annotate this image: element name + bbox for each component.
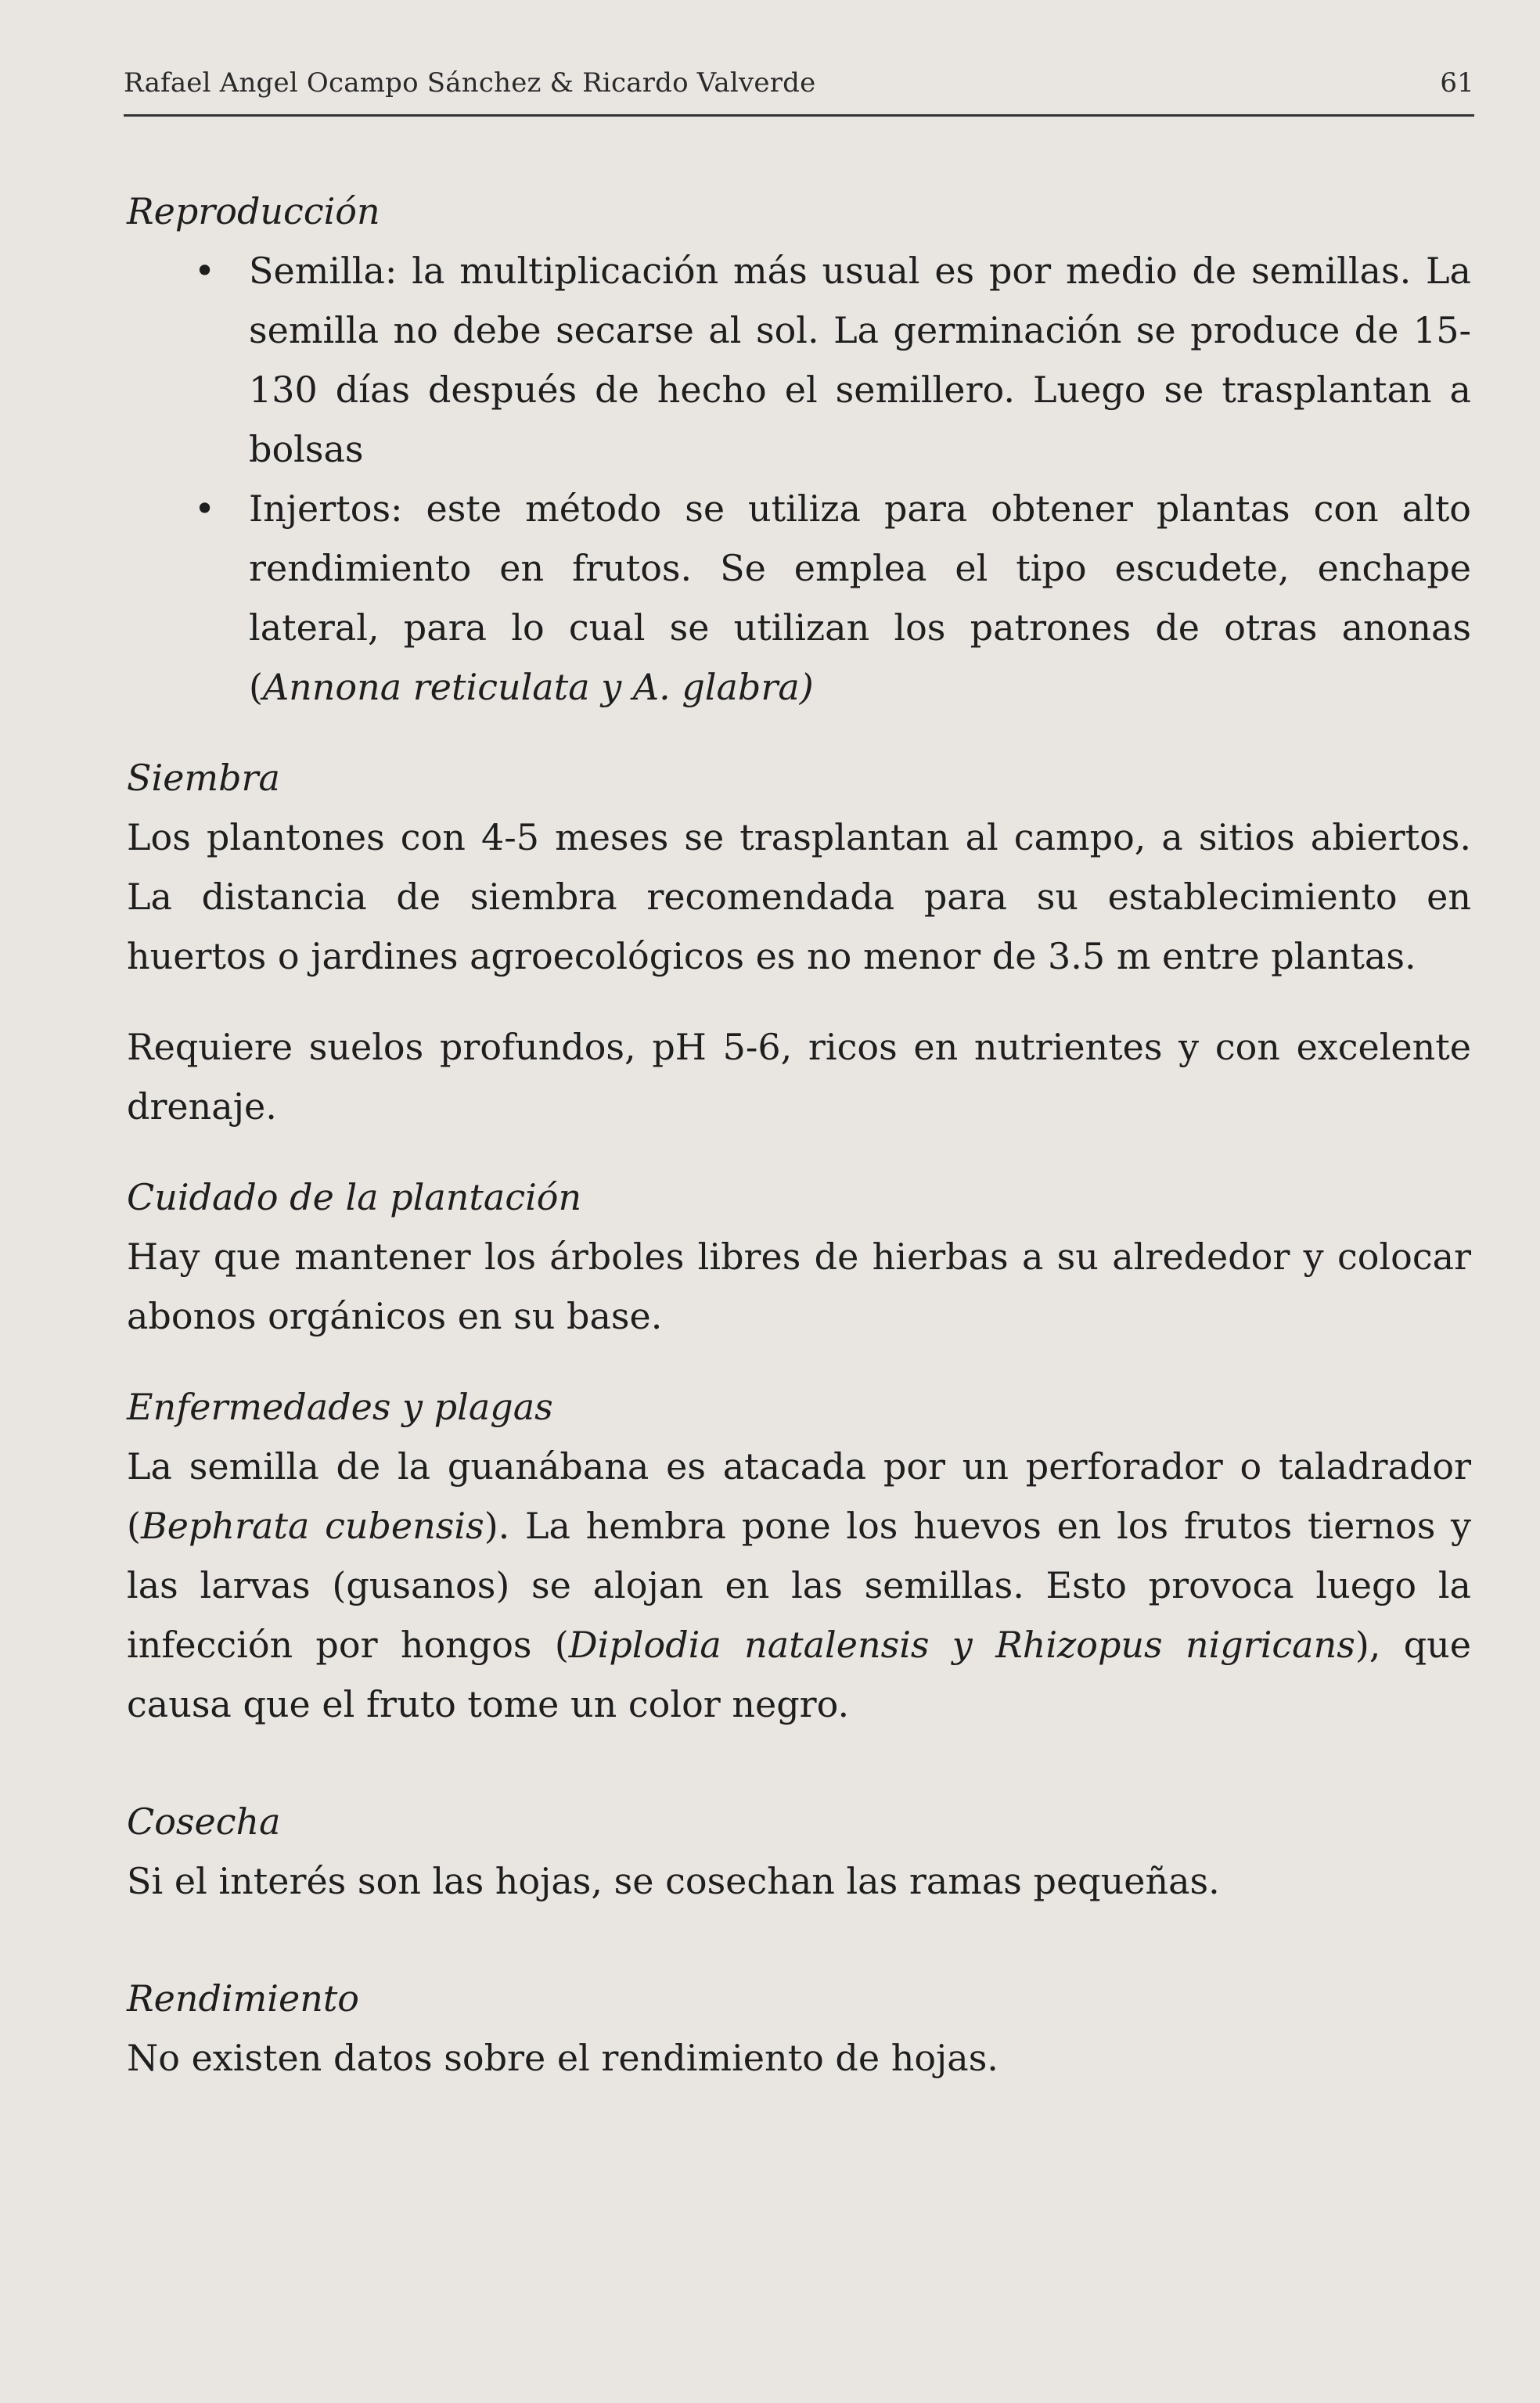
- cosecha-text: Si el interés son las hojas, se cosechan las ramas pequeñas.: [127, 1860, 1220, 1902]
- heading-enfermedades: Enfermedades y plagas: [127, 1386, 553, 1428]
- bullet-icon: •: [194, 250, 216, 292]
- injertos-text: Injertos: este método se utiliza para obtener plantas con alto rendimiento en frutos. Se emplea el tipo escudete, enchape lateral, para lo cual se utilizan los patrones de otras anonas (: [249, 487, 1471, 708]
- list-item-semilla: [127, 241, 1471, 479]
- cuidado-text: Hay que mantener los árboles libres de hierbas a su alrededor y colocar abonos orgánicos en su base.: [127, 1236, 1471, 1337]
- siembra-text: Los plantones con 4-5 meses se trasplantan al campo, a sitios abiertos. La distancia de siembra recomendada para su establecimiento en huertos o jardines agroecológicos es no menor de 3.5 m entre plantas.: [127, 816, 1471, 977]
- list-item-injertos: [127, 479, 1471, 717]
- header-rule: [124, 114, 1474, 117]
- heading-cosecha: Cosecha: [127, 1800, 281, 1843]
- reproduction-list: [127, 241, 1471, 717]
- species-fungi: Diplodia natalensis y Rhizopus nigricans: [568, 1624, 1355, 1666]
- semilla-text: Semilla: la multiplicación más usual es por medio de semillas. La semilla no debe secarse al sol. La germinación se produce de 15-130 días después de hecho el semillero. Luego se trasplantan a bolsas: [249, 250, 1471, 470]
- page-number: 61: [1440, 67, 1474, 99]
- bullet-icon: •: [194, 487, 216, 530]
- header-authors: Rafael Angel Ocampo Sánchez & Ricardo Valverde: [124, 67, 816, 99]
- enfermedades-part2: ). La hembra pone los huevos en los frutos tiernos y las larvas (gusanos) se alojan en las semillas. Esto provoca luego la infección por hongos (: [127, 1505, 1472, 1666]
- enfermedades-part1: La semilla de la guanábana es atacada por un perforador o taladrador (: [127, 1445, 1471, 1547]
- enfermedades-text: [127, 1437, 1471, 1734]
- species-bephrata: Bephrata cubensis: [140, 1505, 484, 1547]
- injertos-species: Annona reticulata y A. glabra): [262, 666, 814, 708]
- suelos-text: Requiere suelos profundos, pH 5-6, ricos en nutrientes y con excelente drenaje.: [127, 1026, 1471, 1128]
- heading-rendimiento: Rendimiento: [127, 1977, 360, 2020]
- heading-siembra: Siembra: [127, 757, 280, 799]
- heading-cuidado: Cuidado de la plantación: [127, 1176, 582, 1218]
- rendimiento-text: No existen datos sobre el rendimiento de hojas.: [127, 2037, 998, 2079]
- enfermedades-part3: ), que causa que el fruto tome un color negro.: [127, 1624, 1471, 1725]
- running-header: [124, 67, 1474, 99]
- page-body: [127, 182, 1471, 2088]
- heading-reproduccion: Reproducción: [127, 190, 380, 232]
